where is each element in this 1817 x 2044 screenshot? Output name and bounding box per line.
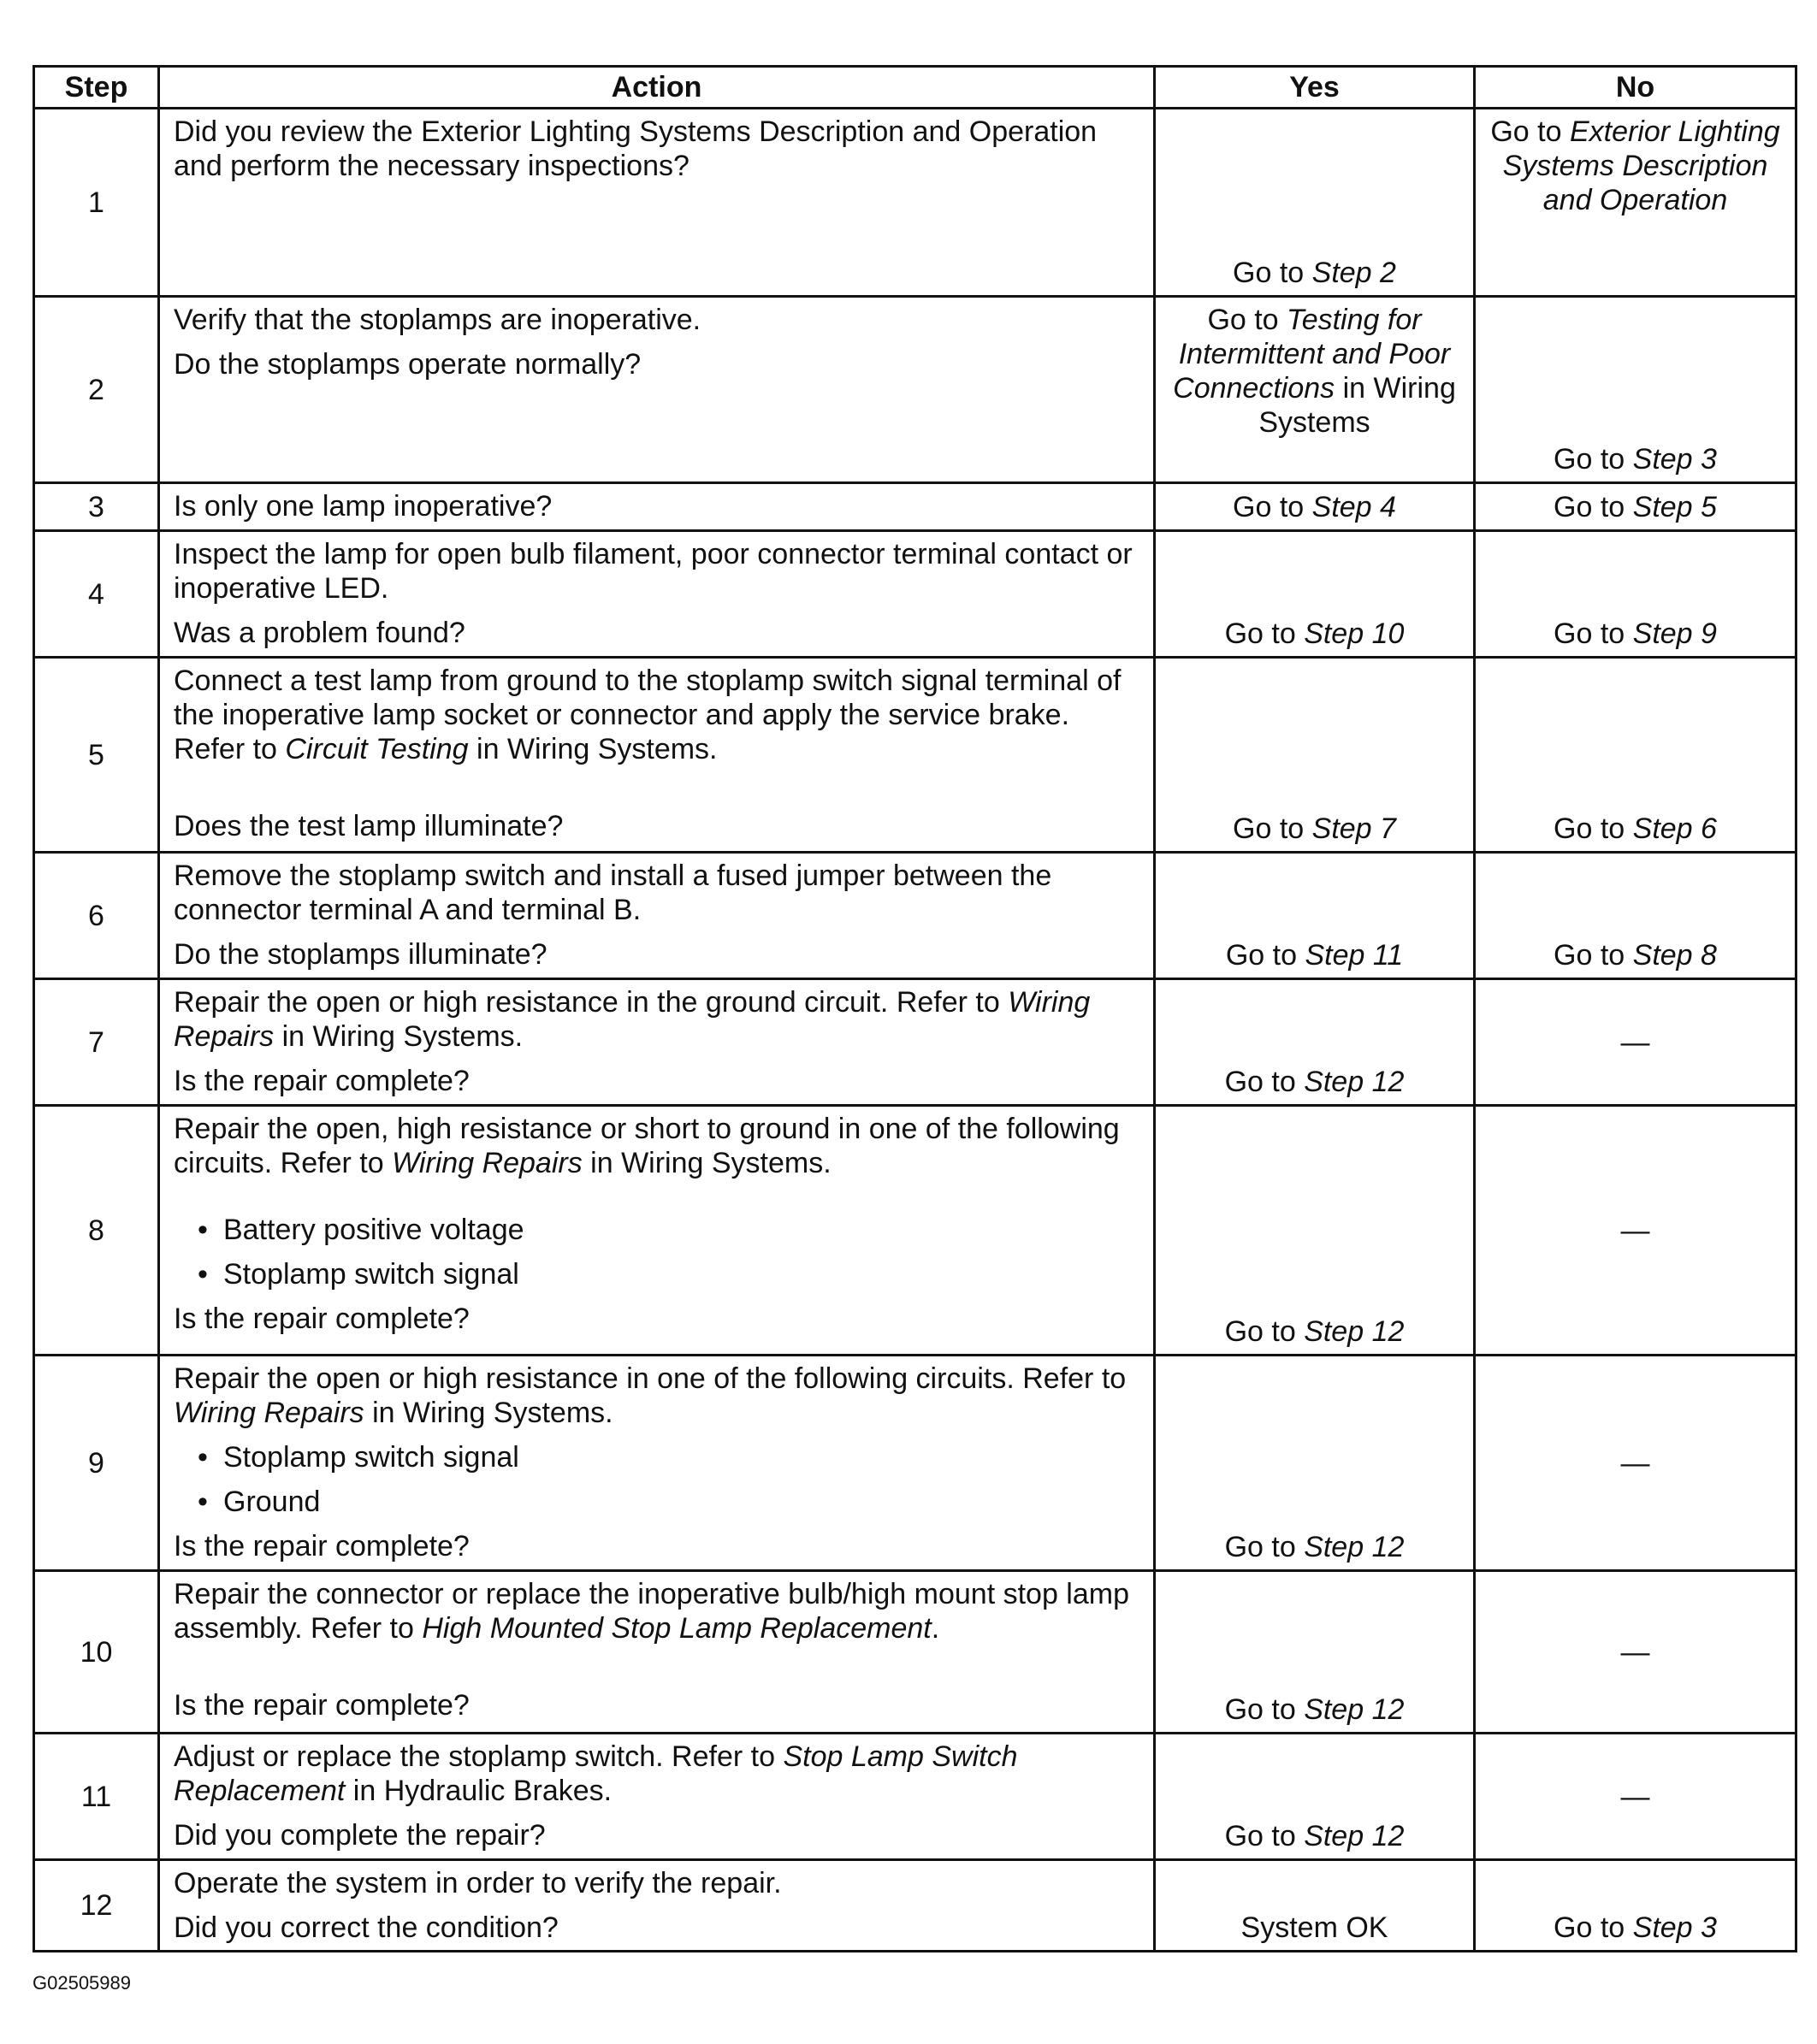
table-row xyxy=(34,1734,1796,1860)
action-ref: Wiring Repairs xyxy=(392,1147,583,1179)
table-row xyxy=(34,853,1796,979)
action-text-end: . xyxy=(931,1612,940,1645)
yes-prefix: Go to xyxy=(1233,490,1312,523)
yes-cell xyxy=(1155,1356,1475,1571)
action-text xyxy=(174,1362,1141,1430)
table-row xyxy=(34,1571,1796,1734)
action-text xyxy=(174,1740,1141,1808)
yes-ref: Step 7 xyxy=(1311,812,1396,845)
circuit-list xyxy=(174,1440,1141,1519)
yes-cell xyxy=(1155,1106,1475,1356)
no-ref: Step 8 xyxy=(1632,939,1717,972)
no-cell: — xyxy=(1475,1734,1796,1860)
no-ref: Exterior Lighting Systems Description and Operation xyxy=(1502,115,1780,216)
table-row xyxy=(34,1356,1796,1571)
no-prefix: Go to xyxy=(1554,617,1633,650)
table-row xyxy=(34,1106,1796,1356)
yes-cell xyxy=(1155,1571,1475,1734)
step-number: 7 xyxy=(34,979,159,1106)
yes-prefix: Go to xyxy=(1224,1531,1305,1563)
action-question: Is the repair complete? xyxy=(174,1530,470,1563)
action-question: Was a problem found? xyxy=(174,617,465,649)
action-question: Is only one lamp inoperative? xyxy=(174,490,553,523)
no-cell xyxy=(1475,297,1796,483)
no-cell: — xyxy=(1475,1571,1796,1734)
yes-prefix: Go to xyxy=(1233,812,1312,845)
action-cell xyxy=(159,1860,1155,1952)
yes-prefix: Go to xyxy=(1224,1693,1305,1726)
list-item: • Battery positive voltage xyxy=(198,1213,1141,1247)
no-cell xyxy=(1475,483,1796,531)
no-prefix: Go to xyxy=(1554,490,1633,523)
action-text: Operate the system in order to verify the repair. xyxy=(174,1867,782,1899)
yes-prefix: Go to xyxy=(1233,257,1312,289)
table-row xyxy=(34,531,1796,658)
step-number: 1 xyxy=(34,109,159,297)
action-text xyxy=(174,985,1141,1054)
yes-ref: Step 11 xyxy=(1305,939,1404,972)
step-number: 5 xyxy=(34,658,159,853)
action-ref: Wiring Repairs xyxy=(174,1397,364,1429)
yes-prefix: Go to xyxy=(1207,304,1287,336)
yes-cell xyxy=(1155,297,1475,483)
step-number: 3 xyxy=(34,483,159,531)
no-cell xyxy=(1475,658,1796,853)
header-no: No xyxy=(1475,67,1796,109)
step-number: 6 xyxy=(34,853,159,979)
table-row xyxy=(34,109,1796,297)
yes-cell: System OK xyxy=(1155,1860,1475,1952)
action-text: Inspect the lamp for open bulb filament, poor connector terminal contact or inoperative LED. xyxy=(174,538,1133,605)
action-ref: High Mounted Stop Lamp Replacement xyxy=(422,1612,932,1645)
action-text: Verify that the stoplamps are inoperative. xyxy=(174,304,701,336)
no-prefix: Go to xyxy=(1490,115,1570,148)
no-prefix: Go to xyxy=(1554,1911,1633,1944)
yes-ref: Step 12 xyxy=(1304,1066,1405,1098)
yes-prefix: Go to xyxy=(1224,617,1305,650)
list-item: • Ground xyxy=(198,1485,1141,1519)
yes-prefix: Go to xyxy=(1224,1066,1305,1098)
no-ref: Step 3 xyxy=(1632,443,1717,476)
yes-ref: Testing for Intermittent and Poor Connections xyxy=(1173,304,1451,405)
step-number: 2 xyxy=(34,297,159,483)
diagnostic-table xyxy=(33,65,1797,1952)
figure-id-label: G02505989 xyxy=(33,1972,131,1994)
action-cell xyxy=(159,1571,1155,1734)
table-row xyxy=(34,297,1796,483)
no-cell: — xyxy=(1475,979,1796,1106)
action-question: Do the stoplamps operate normally? xyxy=(174,348,642,381)
action-ref: Circuit Testing xyxy=(285,733,469,765)
action-text-start: Repair the open or high resistance in one of the following circuits. Refer to xyxy=(174,1362,1127,1395)
action-text-start: Repair the open or high resistance in the ground circuit. Refer to xyxy=(174,986,1009,1019)
no-cell xyxy=(1475,109,1796,297)
action-cell xyxy=(159,297,1155,483)
step-number: 11 xyxy=(34,1734,159,1860)
no-prefix: Go to xyxy=(1554,443,1633,476)
action-cell xyxy=(159,1734,1155,1860)
no-cell xyxy=(1475,853,1796,979)
yes-ref: Step 2 xyxy=(1311,257,1396,289)
action-text-start: Adjust or replace the stoplamp switch. Refer to xyxy=(174,1740,784,1773)
no-ref: Step 3 xyxy=(1632,1911,1717,1944)
action-question: Do the stoplamps illuminate? xyxy=(174,938,547,971)
action-text: Did you review the Exterior Lighting Systems Description and Operation and perform the necessary inspections? xyxy=(174,115,1098,182)
no-ref: Step 5 xyxy=(1632,490,1717,523)
no-cell: — xyxy=(1475,1356,1796,1571)
no-prefix: Go to xyxy=(1554,812,1633,845)
yes-cell xyxy=(1155,979,1475,1106)
no-cell: — xyxy=(1475,1106,1796,1356)
list-item: • Stoplamp switch signal xyxy=(198,1440,1141,1474)
list-item: • Stoplamp switch signal xyxy=(198,1257,1141,1291)
action-question: Did you correct the condition? xyxy=(174,1911,559,1944)
yes-suffix: in Wiring Systems xyxy=(1258,372,1456,439)
yes-prefix: Go to xyxy=(1225,939,1305,972)
action-text xyxy=(174,1112,1141,1180)
yes-cell xyxy=(1155,109,1475,297)
action-cell xyxy=(159,483,1155,531)
action-text-end: in Wiring Systems. xyxy=(582,1147,832,1179)
table-header-row xyxy=(34,67,1796,109)
action-question: Does the test lamp illuminate? xyxy=(174,810,564,842)
action-question: Is the repair complete? xyxy=(174,1689,470,1722)
yes-ref: Step 12 xyxy=(1304,1820,1405,1852)
yes-prefix: Go to xyxy=(1224,1820,1305,1852)
action-text-start: Connect a test lamp from ground to the stoplamp switch signal terminal of the inoperative lamp socket or connector and apply the service brake. Refer to xyxy=(174,665,1122,765)
step-number: 8 xyxy=(34,1106,159,1356)
yes-ref: Step 12 xyxy=(1304,1531,1405,1563)
header-action: Action xyxy=(159,67,1155,109)
action-cell xyxy=(159,531,1155,658)
action-cell xyxy=(159,1356,1155,1571)
action-question: Did you complete the repair? xyxy=(174,1819,546,1852)
action-question: Is the repair complete? xyxy=(174,1065,470,1097)
circuit-list xyxy=(174,1213,1141,1291)
yes-cell xyxy=(1155,531,1475,658)
action-text xyxy=(174,1577,1141,1645)
step-number: 9 xyxy=(34,1356,159,1571)
action-cell xyxy=(159,979,1155,1106)
yes-cell xyxy=(1155,1734,1475,1860)
action-text-end: in Wiring Systems. xyxy=(364,1397,613,1429)
action-cell xyxy=(159,658,1155,853)
action-ref: Wiring Repairs xyxy=(174,986,1091,1053)
yes-ref: Step 4 xyxy=(1311,490,1396,523)
no-cell xyxy=(1475,531,1796,658)
action-text: Remove the stoplamp switch and install a fused jumper between the connector terminal A and terminal B. xyxy=(174,860,1052,926)
action-cell xyxy=(159,1106,1155,1356)
action-text-end: in Hydraulic Brakes. xyxy=(345,1775,613,1807)
yes-cell xyxy=(1155,853,1475,979)
header-step: Step xyxy=(34,67,159,109)
header-yes: Yes xyxy=(1155,67,1475,109)
action-text-end: in Wiring Systems. xyxy=(468,733,718,765)
no-cell xyxy=(1475,1860,1796,1952)
table-row xyxy=(34,979,1796,1106)
table-row xyxy=(34,483,1796,531)
step-number: 4 xyxy=(34,531,159,658)
yes-ref: Step 10 xyxy=(1304,617,1405,650)
action-text xyxy=(174,664,1141,766)
no-prefix: Go to xyxy=(1554,939,1633,972)
action-text-end: in Wiring Systems. xyxy=(274,1020,524,1053)
action-text-start: Repair the connector or replace the inoperative bulb/high mount stop lamp assembly. Refer to xyxy=(174,1578,1130,1645)
action-cell xyxy=(159,853,1155,979)
action-ref: Stop Lamp Switch Replacement xyxy=(174,1740,1018,1807)
step-number: 12 xyxy=(34,1860,159,1952)
yes-cell xyxy=(1155,658,1475,853)
action-text-start: Repair the open, high resistance or short to ground in one of the following circuits. Refer to xyxy=(174,1113,1120,1179)
yes-ref: Step 12 xyxy=(1304,1315,1405,1348)
step-number: 10 xyxy=(34,1571,159,1734)
action-question: Is the repair complete? xyxy=(174,1303,470,1335)
action-cell xyxy=(159,109,1155,297)
diagnostic-table-container xyxy=(33,65,1795,1952)
table-row xyxy=(34,658,1796,853)
table-row xyxy=(34,1860,1796,1952)
yes-cell xyxy=(1155,483,1475,531)
no-ref: Step 6 xyxy=(1632,812,1717,845)
no-ref: Step 9 xyxy=(1632,617,1717,650)
yes-prefix: Go to xyxy=(1224,1315,1305,1348)
yes-ref: Step 12 xyxy=(1304,1693,1405,1726)
